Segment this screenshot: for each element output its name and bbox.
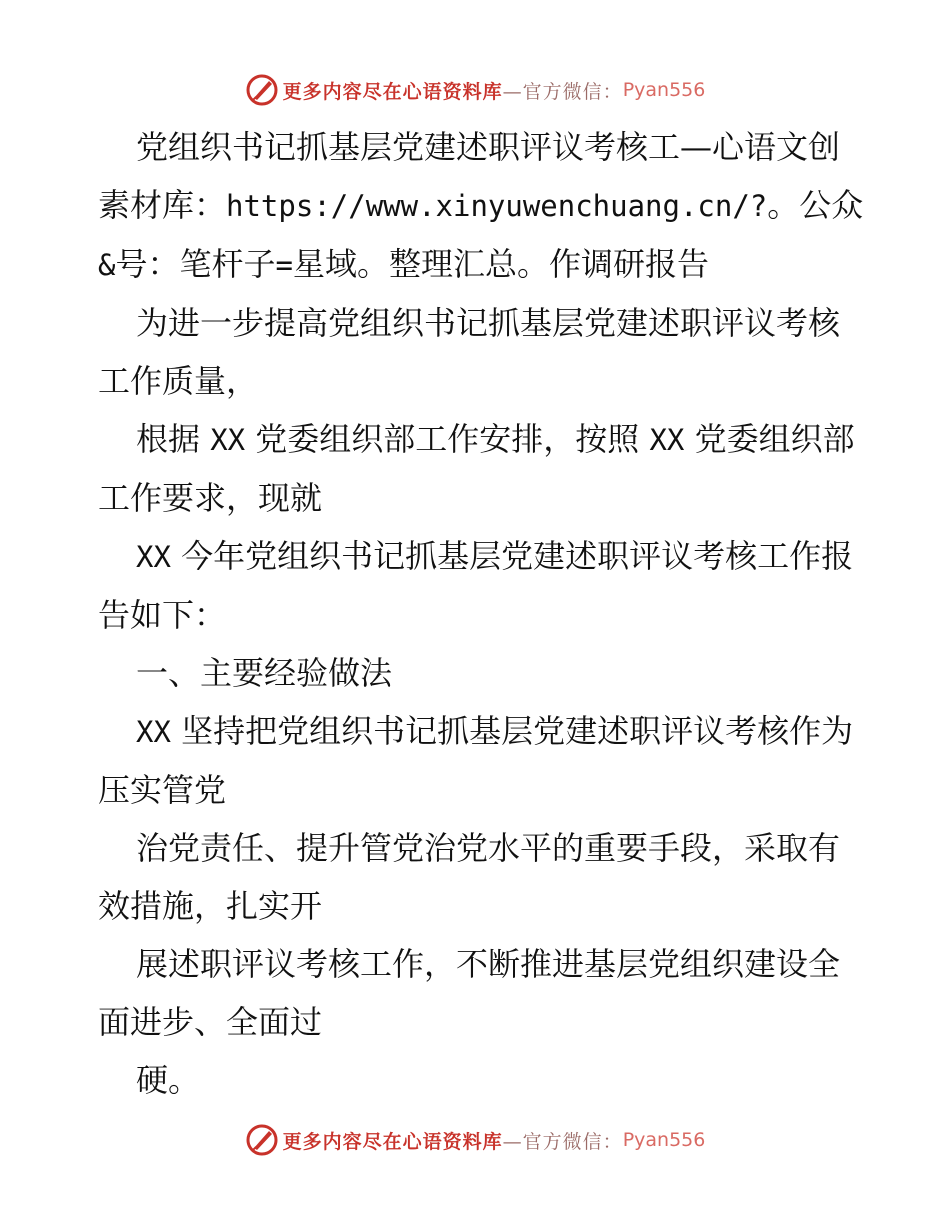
banner-wechat-label: —官方微信： [502, 1130, 623, 1153]
banner-site-name: 更多内容尽在心语资料库 [282, 1130, 503, 1153]
paragraph-6: 治党责任、提升管党治党水平的重要手段，采取有效措施，扎实开 [98, 829, 841, 925]
banner-wechat-account: Pyan556 [622, 1129, 706, 1151]
paragraph-1: 党组织书记抓基层党建述职评议考核工—心语文创素材库：https://www.xinyuwenchuang.cn/?。公众&号：笔杆子=星域。整理汇总。作调研报告 [98, 128, 864, 283]
header-watermark-banner [0, 70, 950, 110]
document-body [98, 118, 868, 1109]
paragraph-5: XX 坚持把党组织书记抓基层党建述职评议考核作为压实管党 [98, 712, 854, 809]
banner-site-name: 更多内容尽在心语资料库 [282, 80, 503, 103]
section-heading: 一、主要经验做法 [136, 654, 393, 692]
paragraph-8: 硬。 [136, 1061, 201, 1099]
banner-wechat-account: Pyan556 [622, 79, 706, 101]
quill-pen-logo-icon [245, 73, 279, 107]
paragraph-2: 为进一步提高党组织书记抓基层党建述职评议考核工作质量， [98, 304, 841, 400]
quill-pen-logo-icon [245, 1123, 279, 1157]
paragraph-7: 展述职评议考核工作，不断推进基层党组织建设全面进步、全面过 [98, 945, 841, 1041]
paragraph-3: 根据 XX 党委组织部工作安排，按照 XX 党委组织部工作要求，现就 [98, 420, 855, 517]
paragraph-4: XX 今年党组织书记抓基层党建述职评议考核工作报告如下： [98, 537, 854, 634]
footer-watermark-banner [0, 1120, 950, 1160]
banner-wechat-label: —官方微信： [502, 80, 623, 103]
